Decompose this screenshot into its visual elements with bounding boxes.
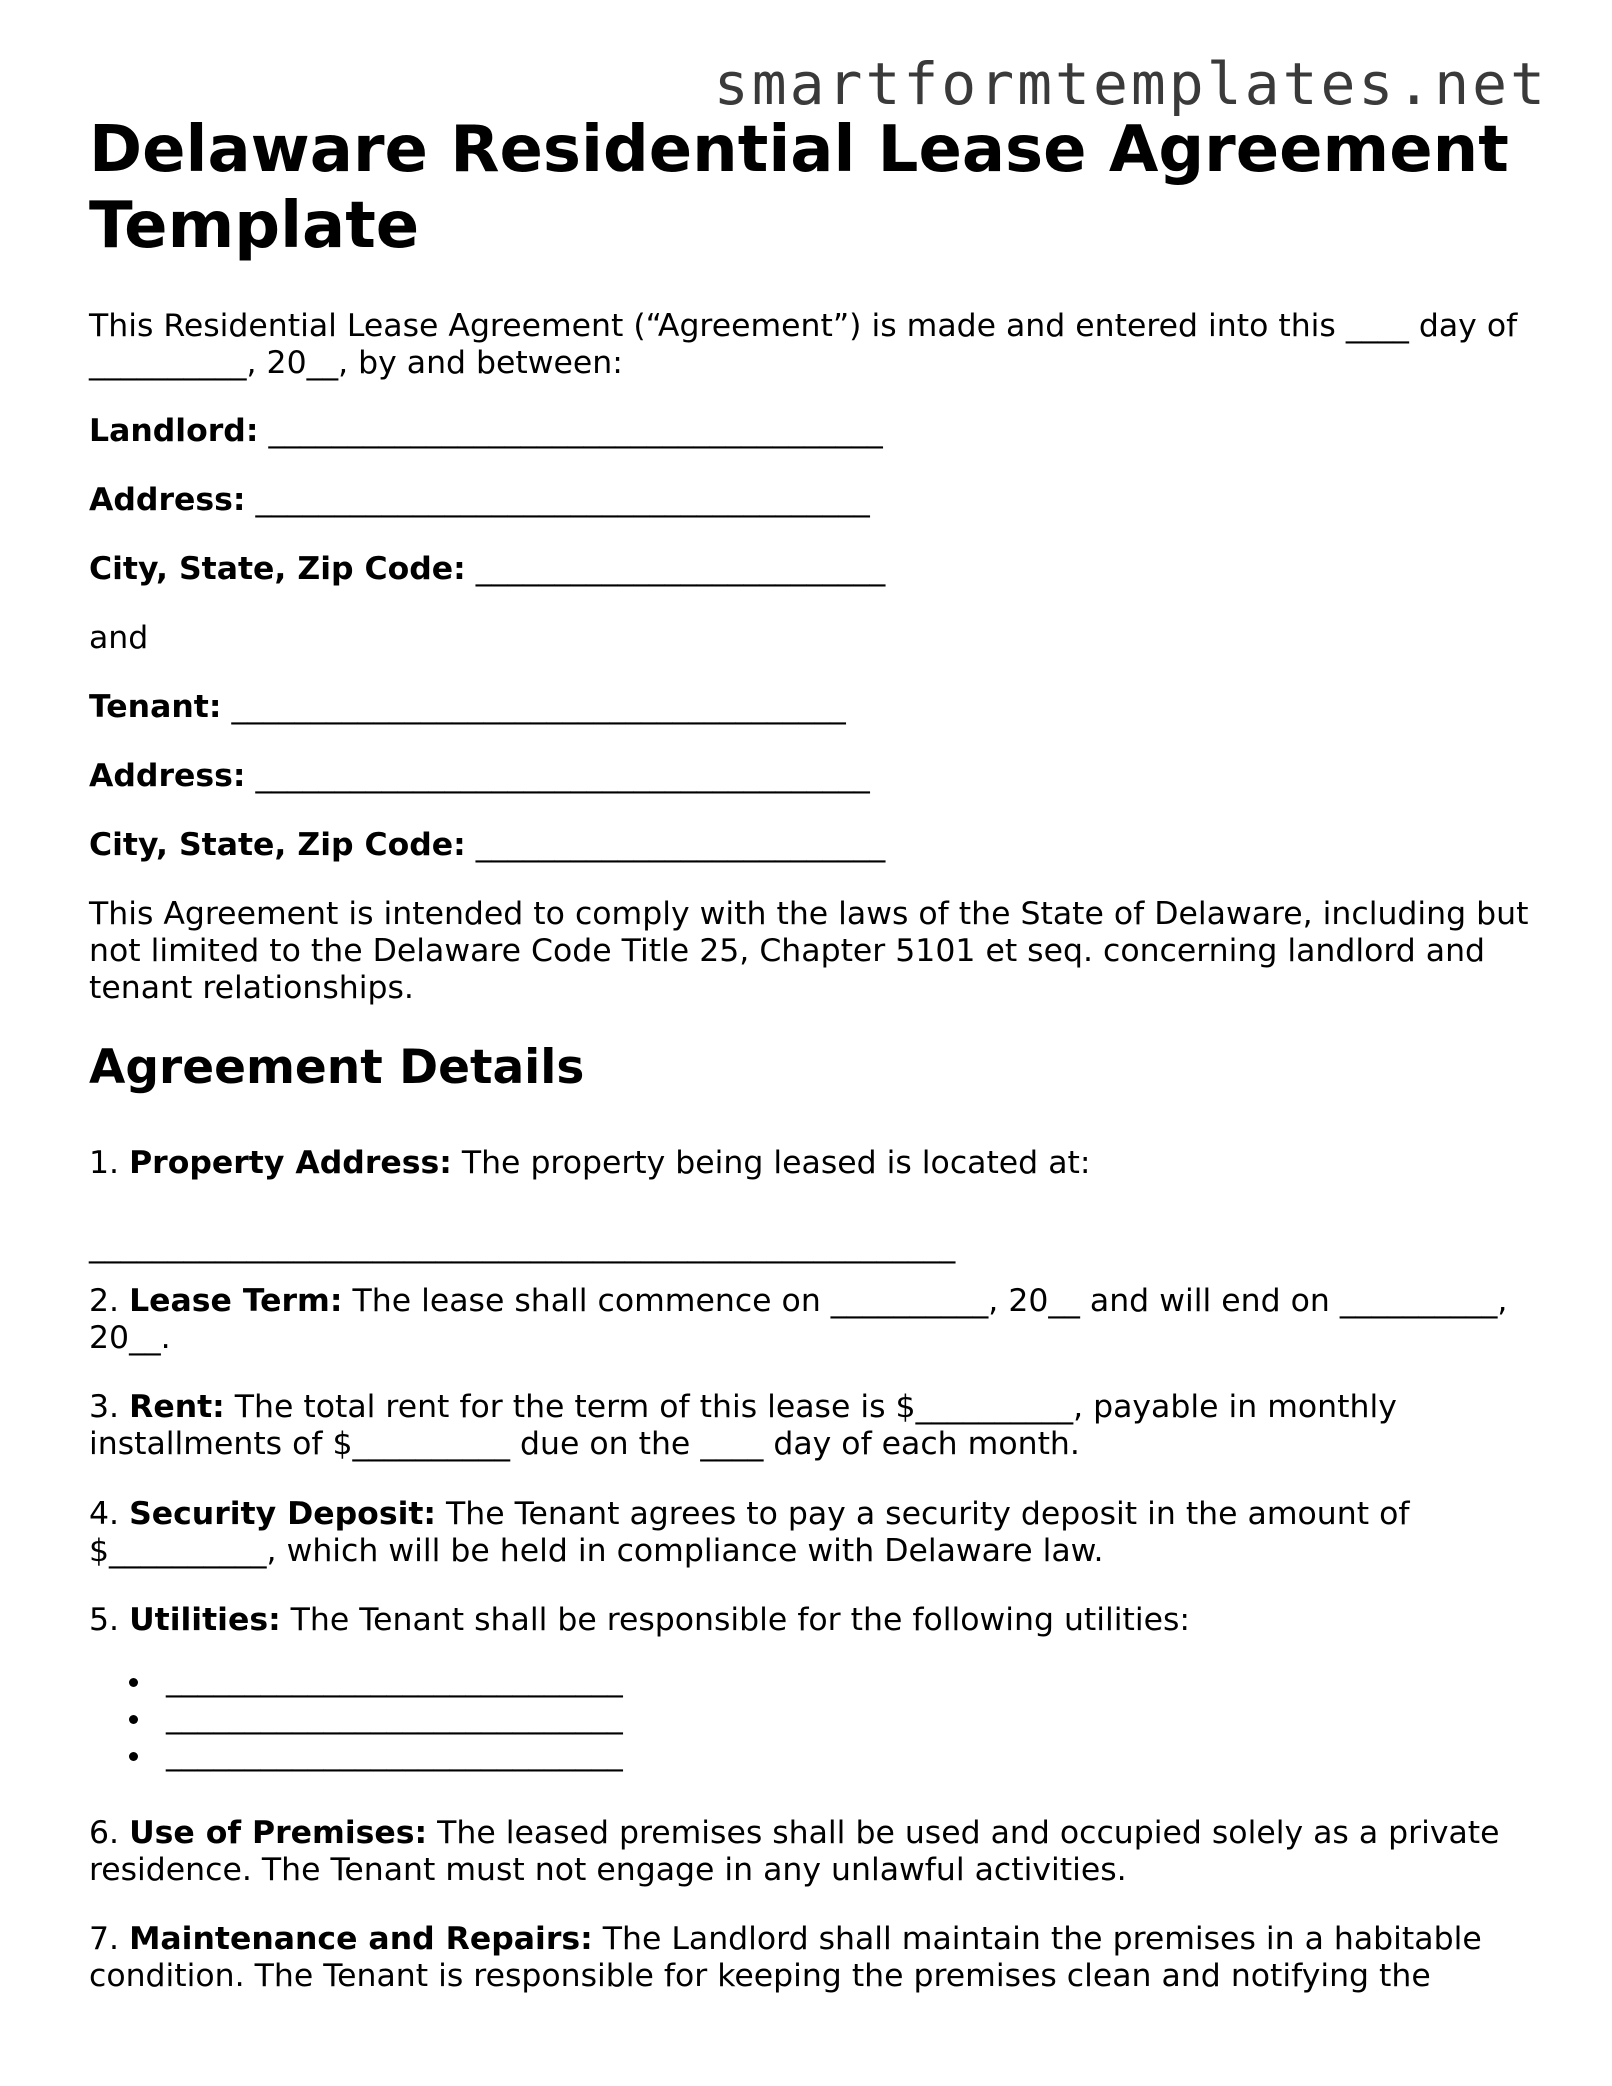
landlord-city-field: [89, 551, 885, 588]
tenant-name-field: [89, 689, 846, 726]
landlord-address-label: Address:: [89, 482, 246, 518]
item-use-of-premises: [89, 1815, 1539, 1889]
and-text: and: [89, 620, 149, 656]
tenant-city-blank[interactable]: __________________________: [475, 827, 886, 863]
item-text: The leased premises shall be used and occupied solely as a private residence. The Tenant must not engage in any unlawful activities.: [89, 1815, 1500, 1888]
section-heading: Agreement Details: [89, 1040, 585, 1095]
item-number: 3.: [89, 1389, 120, 1425]
item-label: Use of Premises:: [129, 1815, 428, 1851]
item-text: The lease shall commence on __________, 20__ and will end on __________, 20__.: [89, 1283, 1508, 1356]
watermark-site-name: smartformtemplates.net: [713, 50, 1548, 118]
tenant-city-field: [89, 827, 885, 864]
item-security-deposit: [89, 1496, 1539, 1570]
item-label: Rent:: [129, 1389, 225, 1425]
tenant-name-blank[interactable]: _______________________________________: [231, 689, 846, 725]
item-label: Utilities:: [129, 1602, 281, 1638]
item-text: The Tenant shall be responsible for the following utilities:: [280, 1602, 1191, 1638]
landlord-city-blank[interactable]: __________________________: [475, 551, 886, 587]
tenant-address-blank[interactable]: _______________________________________: [255, 758, 870, 794]
tenant-address-label: Address:: [89, 758, 246, 794]
item-number: 7.: [89, 1921, 120, 1957]
tenant-city-label: City, State, Zip Code:: [89, 827, 466, 863]
landlord-city-label: City, State, Zip Code:: [89, 551, 466, 587]
item-label: Security Deposit:: [129, 1496, 437, 1532]
landlord-name-blank[interactable]: _______________________________________: [268, 413, 883, 449]
intro-paragraph: This Residential Lease Agreement (“Agreement”) is made and entered into this ____ day of __________, 20__, by and between:: [89, 308, 1518, 381]
landlord-name-label: Landlord:: [89, 413, 259, 449]
utility-blank[interactable]: _____________________________: [129, 1662, 623, 1699]
page-title: Delaware Residential Lease Agreement Template: [89, 113, 1509, 263]
item-label: Property Address:: [129, 1145, 452, 1181]
item-label: Maintenance and Repairs:: [129, 1921, 593, 1957]
item-maintenance-repairs: [89, 1921, 1539, 1995]
landlord-address-blank[interactable]: _______________________________________: [255, 482, 870, 518]
tenant-name-label: Tenant:: [89, 689, 222, 725]
property-address-blank[interactable]: _______________________________________________________: [89, 1228, 956, 1264]
item-number: 5.: [89, 1602, 120, 1638]
item-text: The total rent for the term of this lease is $__________, payable in monthly installments of $__________ due on the ____ day of each month.: [89, 1389, 1397, 1462]
item-number: 6.: [89, 1815, 120, 1851]
item-utilities: [89, 1602, 1539, 1639]
utilities-list: [129, 1662, 623, 1773]
utility-blank[interactable]: _____________________________: [129, 1736, 623, 1773]
item-number: 1.: [89, 1145, 120, 1181]
compliance-paragraph: This Agreement is intended to comply with the laws of the State of Delaware, including but not limited to the Delaware Code Title 25, Chapter 5101 et seq. concerning landlord and tenant relationships.: [89, 896, 1529, 1006]
item-text: The Landlord shall maintain the premises in a habitable condition. The Tenant is responsible for keeping the premises clean and notifying the: [89, 1921, 1482, 1994]
utility-blank[interactable]: _____________________________: [129, 1699, 623, 1736]
item-property-address: [89, 1145, 1539, 1182]
item-label: Lease Term:: [129, 1283, 343, 1319]
landlord-address-field: [89, 482, 870, 519]
item-lease-term: [89, 1283, 1539, 1357]
item-text: The property being leased is located at:: [451, 1145, 1091, 1181]
tenant-address-field: [89, 758, 870, 795]
item-text: The Tenant agrees to pay a security deposit in the amount of $__________, which will be held in compliance with Delaware law.: [89, 1496, 1410, 1569]
landlord-name-field: [89, 413, 883, 450]
item-number: 4.: [89, 1496, 120, 1532]
item-number: 2.: [89, 1283, 120, 1319]
item-rent: [89, 1389, 1539, 1463]
